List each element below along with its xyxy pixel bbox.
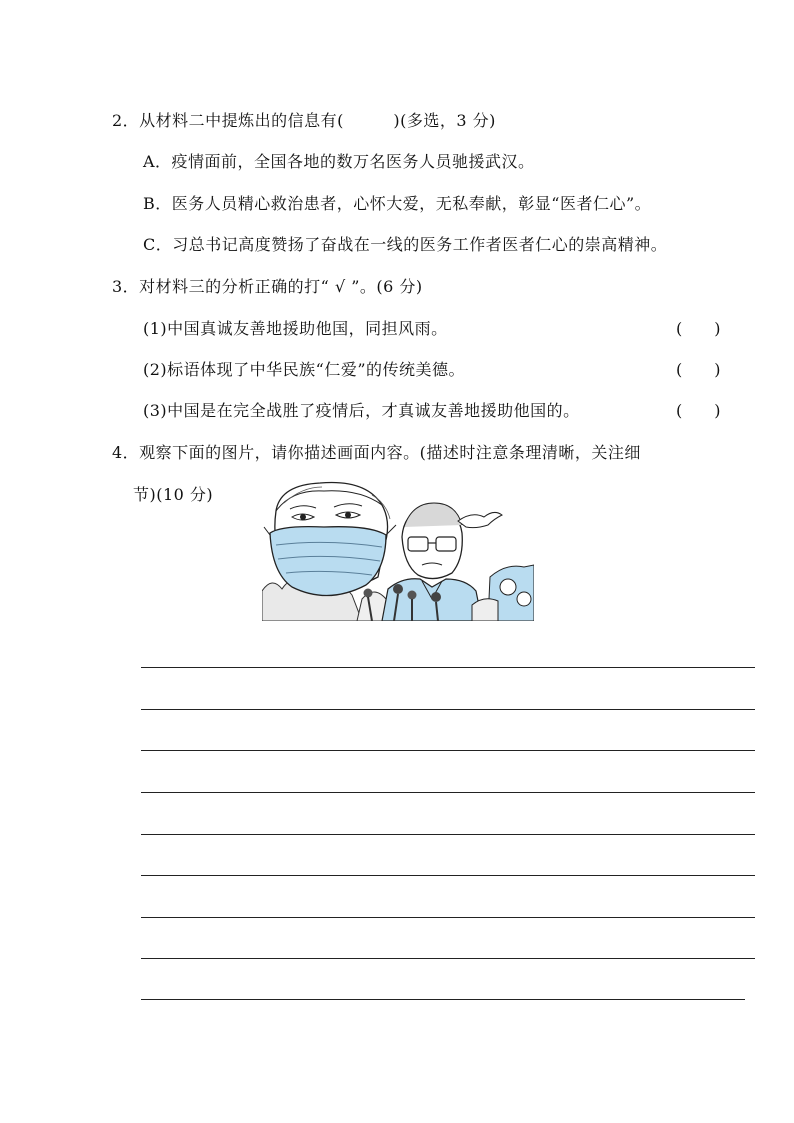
question-4-stem-line2: 节)(10 分)	[133, 485, 214, 504]
question-3-stem: 3．对材料三的分析正确的打“ √ ”。(6 分)	[112, 277, 423, 296]
question-3-item-3-answer-box[interactable]: ( )	[676, 401, 721, 420]
question-3-item-2-answer-box[interactable]: ( )	[676, 360, 721, 379]
question-3-item-1: (1)中国真诚友善地援助他国，同担风雨。	[143, 319, 448, 338]
question-2-option-a: A．疫情面前，全国各地的数万名医务人员驰援武汉。	[143, 152, 535, 171]
masked-doctor-and-elder-illustration-icon	[262, 481, 534, 621]
answer-line[interactable]	[141, 750, 755, 751]
answer-line[interactable]	[141, 999, 745, 1000]
question-3-item-1-answer-box[interactable]: ( )	[676, 319, 721, 338]
answer-line[interactable]	[141, 958, 755, 959]
answer-line[interactable]	[141, 917, 755, 918]
answer-line[interactable]	[141, 875, 755, 876]
question-2-option-b: B．医务人员精心救治患者，心怀大爱，无私奉献，彰显“医者仁心”。	[143, 194, 652, 213]
answer-line[interactable]	[141, 709, 755, 710]
question-2-stem: 2．从材料二中提炼出的信息有( )(多选，3 分)	[112, 111, 496, 130]
question-3-item-2: (2)标语体现了中华民族“仁爱”的传统美德。	[143, 360, 466, 379]
answer-line[interactable]	[141, 667, 755, 668]
question-3-item-3: (3)中国是在完全战胜了疫情后，才真诚友善地援助他国的。	[143, 401, 580, 420]
answer-line[interactable]	[141, 834, 755, 835]
question-4-stem-line1: 4．观察下面的图片，请你描述画面内容。(描述时注意条理清晰，关注细	[112, 443, 641, 462]
answer-line[interactable]	[141, 792, 755, 793]
question-2-option-c: C．习总书记高度赞扬了奋战在一线的医务工作者医者仁心的崇高精神。	[143, 235, 668, 254]
